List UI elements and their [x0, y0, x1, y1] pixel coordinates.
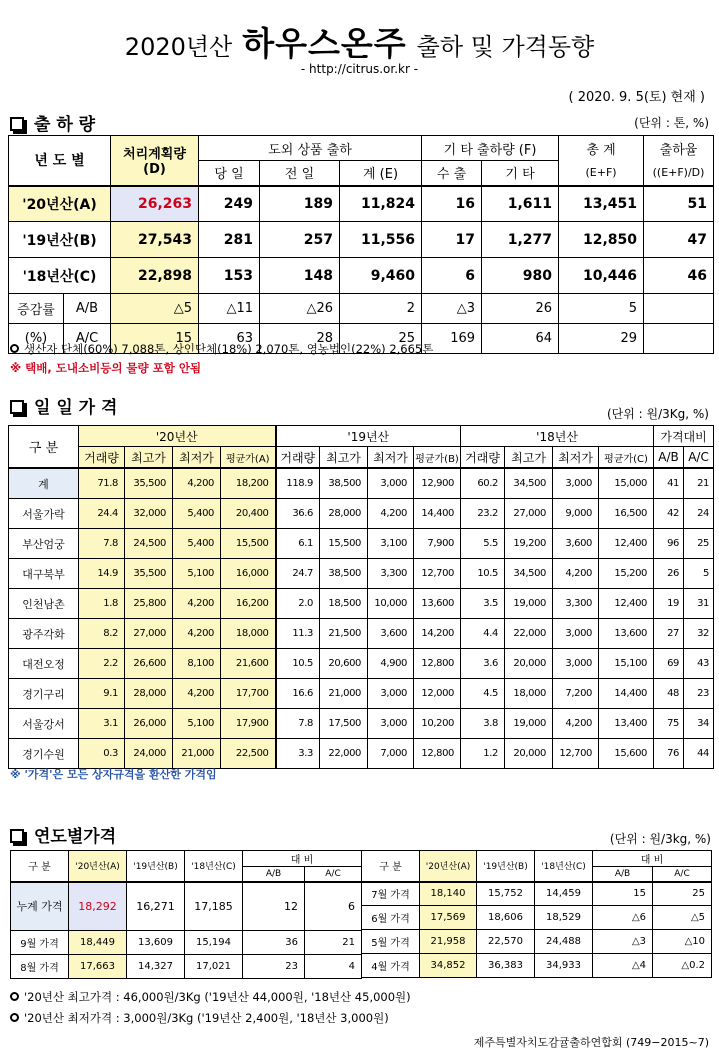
price-cell: 36.6: [276, 499, 320, 529]
price-cell: 12,400: [599, 529, 654, 559]
circle-bullet-icon: [10, 344, 19, 353]
price-cell: 17,700: [221, 679, 276, 709]
min-price-note: '20년산 최저가격 : 3,000원/3Kg ('19년산 2,400원, '18년산 3,000원): [10, 1010, 389, 1026]
price-cell: 0.3: [79, 739, 125, 769]
producer-note: 생산자 단체(60%) 7,088톤, 상인단체(18%) 2,070톤, 영농법인(22%) 2,665톤: [10, 341, 433, 357]
price-cell: 5.5: [461, 529, 505, 559]
section-daily-unit: (단위 : 원/3Kg, %): [606, 407, 709, 421]
price-cell: 3,300: [553, 589, 599, 619]
market-label: 서울가락: [9, 499, 79, 529]
price-cell: 5,400: [173, 499, 221, 529]
price-cell: 43: [684, 649, 714, 679]
table-row: 누계 가격 18,292 16,271 17,185 12 6: [11, 882, 362, 931]
market-label: 경기구리: [9, 679, 79, 709]
max-price-note: '20년산 최고가격 : 46,000원/3Kg ('19년산 44,000원, '18년산 45,000원): [10, 989, 411, 1005]
price-cell: 4,200: [173, 589, 221, 619]
col-plan: 처리계획량 (D): [111, 136, 199, 186]
price-cell: 35,500: [125, 559, 173, 589]
price-cell: 3.3: [276, 739, 320, 769]
price-cell: 4,200: [368, 499, 414, 529]
price-cell: 19,200: [505, 529, 553, 559]
col-total: 계 (E): [340, 161, 422, 186]
price-cell: 3,000: [368, 679, 414, 709]
table-row: '20년산(A) 26,263 249 189 11,824 16 1,611 13,451 51: [9, 186, 714, 222]
price-cell: 20,000: [505, 739, 553, 769]
price-cell: 8,100: [173, 649, 221, 679]
price-cell: 4,200: [553, 709, 599, 739]
price-cell: 96: [654, 529, 684, 559]
price-cell: 18,000: [505, 679, 553, 709]
price-cell: 3,000: [553, 619, 599, 649]
price-cell: 24,500: [125, 529, 173, 559]
col-prev: 전 일: [260, 161, 340, 186]
col-sum: 총 계: [559, 136, 644, 161]
price-cell: 12,700: [553, 739, 599, 769]
checkbox-icon: [10, 117, 24, 131]
market-row: [9, 679, 714, 709]
price-cell: 1.8: [79, 589, 125, 619]
price-cell: 38,500: [320, 559, 368, 589]
table-row: 4월 가격 34,852 36,383 34,933 △4 △0.2: [362, 954, 712, 978]
price-cell: 16.6: [276, 679, 320, 709]
price-cell: 24,000: [125, 739, 173, 769]
price-cell: 15,500: [221, 529, 276, 559]
price-cell: 12,800: [414, 739, 461, 769]
price-cell: 5,400: [173, 529, 221, 559]
price-cell: 22,500: [221, 739, 276, 769]
market-label: 서울강서: [9, 709, 79, 739]
market-row: [9, 559, 714, 589]
col-y18: '18년산: [461, 426, 654, 447]
price-cell: 35,500: [125, 469, 173, 499]
title-year: 2020년산: [124, 33, 233, 61]
market-row: [9, 619, 714, 649]
row-label: '18년산(C): [9, 258, 111, 294]
market-label: 경기수원: [9, 739, 79, 769]
price-cell: 15,100: [599, 649, 654, 679]
col-y19: '19년산: [276, 426, 461, 447]
price-cell: 15,200: [599, 559, 654, 589]
price-cell: 12,800: [414, 649, 461, 679]
market-row: [9, 649, 714, 679]
price-cell: 5: [684, 559, 714, 589]
market-label: 인천남촌: [9, 589, 79, 619]
price-cell: 27: [654, 619, 684, 649]
price-cell: 16,200: [221, 589, 276, 619]
price-cell: 3,000: [368, 709, 414, 739]
checkbox-icon: [10, 400, 24, 414]
price-cell: 6.1: [276, 529, 320, 559]
daily-price-table: 구 분 '20년산 '19년산 '18년산 가격대비 거래량 최고가 최저가 평균가(A) 거래량 최고가 최저가 평균가(B) 거래량 최고가 최저가 평균가(C) A/B A/C: [8, 425, 714, 468]
col-gubun: 구 분: [9, 426, 79, 468]
price-cell: 118.9: [276, 469, 320, 499]
market-label: 광주각화: [9, 619, 79, 649]
price-cell: 26: [654, 559, 684, 589]
market-row: [9, 499, 714, 529]
price-cell: 4,200: [553, 559, 599, 589]
price-cell: 21,000: [320, 679, 368, 709]
price-cell: 18,500: [320, 589, 368, 619]
price-cell: 13,600: [414, 589, 461, 619]
price-cell: 34,500: [505, 469, 553, 499]
table-row: '18년산(C) 22,898 153 148 9,460 6 980 10,446 46: [9, 258, 714, 294]
price-cell: 3,600: [553, 529, 599, 559]
price-cell: 14,400: [599, 679, 654, 709]
price-cell: 21,000: [173, 739, 221, 769]
price-cell: 26,000: [125, 709, 173, 739]
price-cell: 12,400: [599, 589, 654, 619]
price-cell: 22,000: [505, 619, 553, 649]
price-cell: 3.5: [461, 589, 505, 619]
price-cell: 60.2: [461, 469, 505, 499]
price-cell: 3,000: [553, 649, 599, 679]
col-rate-sub: ((E+F)/D): [644, 161, 714, 186]
price-cell: 4.5: [461, 679, 505, 709]
price-cell: 23.2: [461, 499, 505, 529]
price-cell: 3,000: [368, 469, 414, 499]
market-label: 부산엄궁: [9, 529, 79, 559]
price-cell: 14.9: [79, 559, 125, 589]
price-cell: 4,200: [173, 679, 221, 709]
price-cell: 11.3: [276, 619, 320, 649]
market-row: [9, 529, 714, 559]
yearly-left-table: 구 분 '20년산(A) '19년산(B) '18년산(C) 대 비 A/B A/C 누계 가격 18,292 16,271 17,185 12 6 9월 가격 18,449 13,609 15,194 36 21 8월 가격 17,663 14,327 17,021 23 4: [10, 850, 362, 979]
report-date: ( 2020. 9. 5(토) 현재 ): [568, 90, 705, 105]
price-cell: 71.8: [79, 469, 125, 499]
price-cell: 44: [684, 739, 714, 769]
title-product: 하우스온주: [242, 24, 407, 63]
page-title: [0, 18, 719, 65]
price-cell: 12,700: [414, 559, 461, 589]
price-cell: 3,100: [368, 529, 414, 559]
price-cell: 3.6: [461, 649, 505, 679]
price-cell: 2.0: [276, 589, 320, 619]
table-row: 6월 가격 17,569 18,606 18,529 △6 △5: [362, 906, 712, 930]
price-cell: 27,000: [125, 619, 173, 649]
price-cell: 4,200: [173, 619, 221, 649]
price-cell: 18,000: [221, 619, 276, 649]
price-cell: 28,000: [125, 679, 173, 709]
price-note: ※ '가격'은 모든 상자규격을 환산한 가격임: [10, 768, 217, 781]
table-row: (%) A/C 15 63 28 25 169 64 29: [9, 324, 714, 354]
price-cell: 10,200: [414, 709, 461, 739]
price-cell: 24.4: [79, 499, 125, 529]
price-cell: 21,500: [320, 619, 368, 649]
col-etc: 기 타: [482, 161, 559, 186]
price-cell: 75: [654, 709, 684, 739]
price-cell: 19,000: [505, 589, 553, 619]
market-row: [9, 589, 714, 619]
price-cell: 10.5: [461, 559, 505, 589]
price-cell: 5,100: [173, 559, 221, 589]
market-label: 대전오정: [9, 649, 79, 679]
price-cell: 4.4: [461, 619, 505, 649]
shipment-table: [8, 135, 714, 354]
price-cell: 28,000: [320, 499, 368, 529]
yearly-right-table: 구 분 '20년산(A) '19년산(B) '18년산(C) 대 비 A/B A/C 7월 가격 18,140 15,752 14,459 15 25 6월 가격 17,569 18,606 18,529 △6 △5 5월 가격 21,958 22,570 24,488 △3 △10 4월 가격 34,852 36,383 34,933 △4 △0.2: [361, 850, 712, 978]
price-cell: 23: [684, 679, 714, 709]
price-cell: 4,200: [173, 469, 221, 499]
price-cell: 10,000: [368, 589, 414, 619]
price-cell: 13,600: [599, 619, 654, 649]
price-cell: 5,100: [173, 709, 221, 739]
col-export: 수 출: [422, 161, 482, 186]
table-row: 증감률 A/B △5 △11 △26 2 △3 26 5: [9, 294, 714, 324]
price-cell: 22,000: [320, 739, 368, 769]
checkbox-icon: [10, 829, 24, 843]
price-cell: 24.7: [276, 559, 320, 589]
price-cell: 8.2: [79, 619, 125, 649]
price-cell: 12,900: [414, 469, 461, 499]
price-cell: 18,200: [221, 469, 276, 499]
col-rate: 출하율: [644, 136, 714, 161]
section-shipment-title: 출 하 량: [10, 110, 95, 135]
price-cell: 19,000: [505, 709, 553, 739]
price-cell: 26,600: [125, 649, 173, 679]
footer-org: 제주특별자치도감귤출하연합회 (749−2015~7): [473, 1036, 709, 1049]
price-cell: 42: [654, 499, 684, 529]
col-y20: '20년산: [79, 426, 276, 447]
price-cell: 10.5: [276, 649, 320, 679]
price-cell: 7.8: [276, 709, 320, 739]
price-cell: 20,600: [320, 649, 368, 679]
price-cell: 14,200: [414, 619, 461, 649]
row-label: '19년산(B): [9, 222, 111, 258]
table-row: 8월 가격 17,663 14,327 17,021 23 4: [11, 955, 362, 979]
price-cell: 3.1: [79, 709, 125, 739]
price-cell: 24: [684, 499, 714, 529]
price-cell: 38,500: [320, 469, 368, 499]
total-row: [9, 469, 714, 499]
table-row: 9월 가격 18,449 13,609 15,194 36 21: [11, 931, 362, 955]
price-cell: 12,000: [414, 679, 461, 709]
row-label: '20년산(A): [9, 186, 111, 222]
price-cell: 48: [654, 679, 684, 709]
price-cell: 34,500: [505, 559, 553, 589]
section-daily-title: 일 일 가 격: [10, 393, 117, 418]
price-cell: 15,000: [599, 469, 654, 499]
price-cell: 21,600: [221, 649, 276, 679]
price-cell: 25,800: [125, 589, 173, 619]
price-cell: 20,000: [505, 649, 553, 679]
price-cell: 16,500: [599, 499, 654, 529]
price-cell: 3,300: [368, 559, 414, 589]
price-cell: 3,000: [553, 469, 599, 499]
price-cell: 41: [654, 469, 684, 499]
col-today: 당 일: [199, 161, 260, 186]
circle-bullet-icon: [10, 992, 19, 1001]
col-sum-sub: (E+F): [559, 161, 644, 186]
daily-price-body: [8, 468, 714, 769]
price-cell: 15,600: [599, 739, 654, 769]
table-row: 5월 가격 21,958 22,570 24,488 △3 △10: [362, 930, 712, 954]
price-cell: 27,000: [505, 499, 553, 529]
price-cell: 19: [654, 589, 684, 619]
price-cell: 7,200: [553, 679, 599, 709]
price-cell: 32: [684, 619, 714, 649]
price-cell: 13,400: [599, 709, 654, 739]
price-cell: 9,000: [553, 499, 599, 529]
col-outside: 도외 상품 출하: [199, 136, 422, 161]
section-yearly-title: 연도별가격: [10, 822, 116, 847]
price-cell: 16,000: [221, 559, 276, 589]
market-label: 대구북부: [9, 559, 79, 589]
price-cell: 17,900: [221, 709, 276, 739]
price-cell: 1.2: [461, 739, 505, 769]
table-row: '19년산(B) 27,543 281 257 11,556 17 1,277 12,850 47: [9, 222, 714, 258]
price-cell: 32,000: [125, 499, 173, 529]
price-cell: 31: [684, 589, 714, 619]
title-suffix: 출하 및 가격동향: [416, 33, 595, 61]
price-cell: 7,000: [368, 739, 414, 769]
price-cell: 25: [684, 529, 714, 559]
price-cell: 3,600: [368, 619, 414, 649]
section-yearly-unit: (단위 : 원/3kg, %): [609, 832, 711, 846]
market-row: [9, 739, 714, 769]
circle-bullet-icon: [10, 1013, 19, 1022]
price-cell: 3.8: [461, 709, 505, 739]
price-cell: 7.8: [79, 529, 125, 559]
price-cell: 14,400: [414, 499, 461, 529]
price-cell: 7,900: [414, 529, 461, 559]
market-label: 계: [9, 469, 79, 499]
site-url[interactable]: - http://citrus.or.kr -: [300, 62, 419, 76]
market-row: [9, 709, 714, 739]
price-cell: 4,900: [368, 649, 414, 679]
delivery-note: ※ 택배, 도내소비등의 물량 포함 안됨: [10, 361, 202, 375]
price-cell: 21: [684, 469, 714, 499]
section-shipment-unit: (단위 : 톤, %): [634, 116, 709, 130]
table-row: 7월 가격 18,140 15,752 14,459 15 25: [362, 882, 712, 906]
col-cmp: 가격대비: [654, 426, 714, 447]
price-cell: 2.2: [79, 649, 125, 679]
col-year: 년 도 별: [9, 136, 111, 186]
price-cell: 76: [654, 739, 684, 769]
col-other: 기 타 출하량 (F): [422, 136, 559, 161]
price-cell: 15,500: [320, 529, 368, 559]
price-cell: 34: [684, 709, 714, 739]
price-cell: 17,500: [320, 709, 368, 739]
price-cell: 20,400: [221, 499, 276, 529]
price-cell: 9.1: [79, 679, 125, 709]
price-cell: 69: [654, 649, 684, 679]
